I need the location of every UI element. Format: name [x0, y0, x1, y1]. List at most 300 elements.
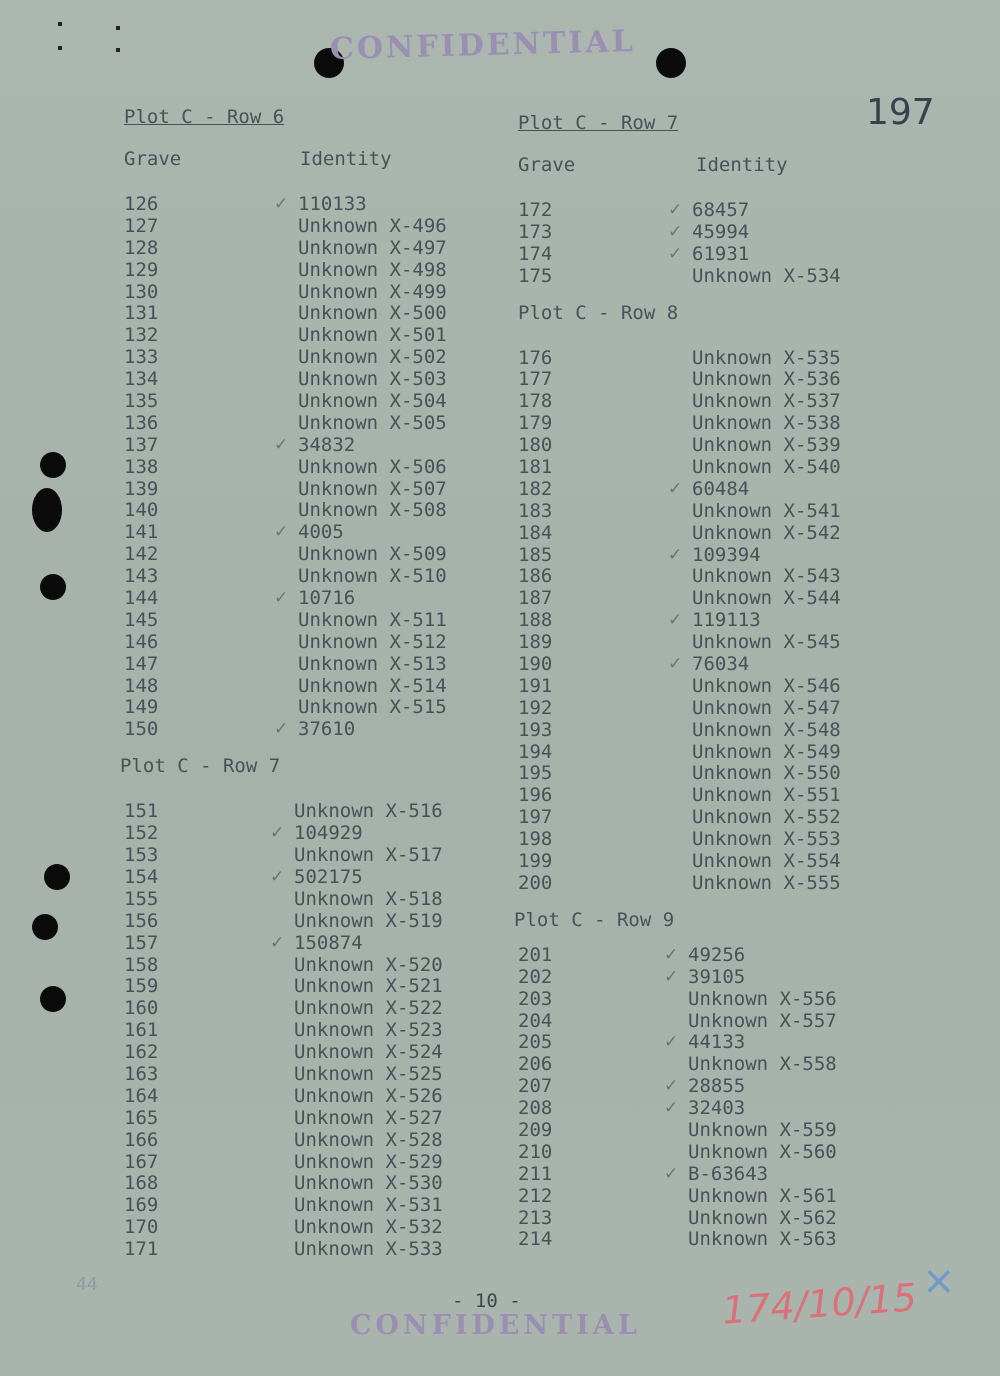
table-row	[498, 698, 878, 720]
checkmark-icon: ✓	[270, 932, 285, 953]
confidential-stamp-top: CONFIDENTIAL	[329, 24, 637, 67]
table-row	[104, 457, 464, 479]
grave-number: 200	[518, 871, 553, 894]
table-row	[498, 967, 878, 989]
identity-value: Unknown X-540	[692, 456, 841, 479]
identity-value: Unknown X-506	[298, 455, 447, 478]
plot-title: Plot C - Row 7	[518, 112, 679, 134]
table-row	[104, 955, 464, 977]
identity-value: 28855	[688, 1075, 746, 1098]
identity-value: Unknown X-556	[688, 987, 837, 1010]
identity-value: Unknown X-530	[294, 1172, 443, 1195]
identity-value: Unknown X-554	[692, 850, 841, 873]
identity-value: Unknown X-501	[298, 324, 447, 347]
grave-number: 192	[518, 696, 553, 719]
table-row	[104, 1130, 464, 1152]
identity-value: Unknown X-496	[298, 214, 447, 237]
punch-hole	[40, 986, 66, 1012]
identity-value: 110133	[298, 193, 367, 215]
grave-number: 134	[124, 368, 159, 391]
identity-value: Unknown X-531	[294, 1194, 443, 1217]
identity-value: Unknown X-546	[692, 674, 841, 697]
grave-number: 188	[518, 609, 553, 632]
identity-value: Unknown X-544	[692, 587, 841, 610]
identity-header: Identity	[300, 148, 392, 170]
identity-value: Unknown X-503	[298, 368, 447, 391]
identity-value: Unknown X-560	[688, 1140, 837, 1163]
checkmark-icon: ✓	[668, 610, 683, 631]
grave-number: 127	[124, 214, 159, 237]
identity-value: 104929	[294, 822, 363, 845]
grave-number: 126	[124, 193, 159, 215]
identity-value: Unknown X-543	[692, 565, 841, 588]
identity-value: 44133	[688, 1031, 746, 1054]
table-row	[104, 194, 464, 216]
grave-number: 140	[124, 499, 159, 522]
identity-value: Unknown X-522	[294, 997, 443, 1020]
grave-number: 168	[124, 1172, 159, 1195]
grave-number: 153	[124, 844, 159, 867]
table-row	[104, 1173, 464, 1195]
identity-value: 49256	[688, 943, 746, 966]
burial-list	[498, 348, 878, 895]
identity-value: 37610	[298, 718, 356, 741]
table-row	[498, 1098, 878, 1120]
identity-value: 109394	[692, 543, 761, 566]
table-row	[498, 807, 878, 829]
table-row	[498, 588, 878, 610]
table-row	[498, 479, 878, 501]
identity-value: Unknown X-520	[294, 953, 443, 976]
table-row	[498, 851, 878, 873]
grave-number: 180	[518, 434, 553, 457]
grave-number: 130	[124, 280, 159, 303]
table-row	[104, 632, 464, 654]
checkmark-icon: ✓	[664, 1032, 679, 1053]
grave-number: 141	[124, 521, 159, 544]
specks	[116, 26, 120, 30]
grave-number: 151	[124, 800, 159, 823]
checkmark-icon: ✓	[274, 434, 289, 455]
identity-value: 68457	[692, 199, 750, 221]
table-row	[104, 719, 464, 741]
grave-number: 213	[518, 1206, 553, 1229]
identity-value: Unknown X-561	[688, 1184, 837, 1207]
identity-value: Unknown X-526	[294, 1084, 443, 1107]
identity-value: 10716	[298, 587, 356, 610]
identity-value: Unknown X-548	[692, 718, 841, 741]
table-row	[104, 566, 464, 588]
grave-number: 184	[518, 521, 553, 544]
table-row	[104, 654, 464, 676]
table-row	[498, 1164, 878, 1186]
table-row	[498, 200, 878, 222]
grave-number: 198	[518, 828, 553, 851]
identity-value: Unknown X-511	[298, 608, 447, 631]
identity-value: Unknown X-505	[298, 411, 447, 434]
identity-value: 45994	[692, 220, 750, 243]
identity-value: 61931	[692, 242, 750, 265]
table-row	[498, 763, 878, 785]
grave-number: 158	[124, 953, 159, 976]
plot-title: Plot C - Row 9	[514, 908, 675, 931]
punch-hole	[32, 914, 58, 940]
identity-value: Unknown X-514	[298, 674, 447, 697]
table-row	[498, 266, 878, 288]
identity-value: 4005	[298, 521, 344, 544]
punch-hole	[32, 488, 62, 532]
identity-value: Unknown X-516	[294, 800, 443, 823]
left-column	[104, 104, 464, 1261]
grave-number: 201	[518, 943, 553, 966]
identity-value: Unknown X-502	[298, 346, 447, 369]
grave-number: 149	[124, 696, 159, 719]
grave-number: 162	[124, 1041, 159, 1064]
checkmark-icon: ✓	[668, 544, 683, 565]
grave-number: 185	[518, 543, 553, 566]
identity-value: Unknown X-533	[294, 1238, 443, 1261]
table-row	[104, 369, 464, 391]
checkmark-icon: ✓	[270, 823, 285, 844]
checkmark-icon: ✓	[664, 944, 679, 965]
grave-number: 144	[124, 587, 159, 610]
grave-number: 150	[124, 718, 159, 741]
table-row	[498, 1208, 878, 1230]
table-row	[498, 945, 878, 967]
grave-number: 167	[124, 1150, 159, 1173]
identity-value: Unknown X-510	[298, 565, 447, 588]
table-row	[498, 989, 878, 1011]
grave-number: 169	[124, 1194, 159, 1217]
checkmark-icon: ✓	[664, 1098, 679, 1119]
table-row	[498, 244, 878, 266]
table-row	[104, 1020, 464, 1042]
grave-number: 199	[518, 850, 553, 873]
table-row	[104, 1064, 464, 1086]
identity-value: Unknown X-557	[688, 1009, 837, 1032]
table-row	[498, 720, 878, 742]
identity-value: Unknown X-545	[692, 631, 841, 654]
grave-number: 166	[124, 1128, 159, 1151]
specks	[58, 22, 62, 26]
grave-number: 131	[124, 302, 159, 325]
identity-value: Unknown X-523	[294, 1019, 443, 1042]
table-row	[498, 632, 878, 654]
grave-number: 177	[518, 368, 553, 391]
grave-number: 138	[124, 455, 159, 478]
identity-value: Unknown X-499	[298, 280, 447, 303]
checkmark-icon: ✓	[274, 719, 289, 740]
blue-cross-mark: ×	[922, 1258, 956, 1304]
table-row	[104, 325, 464, 347]
grave-header: Grave	[518, 154, 576, 176]
identity-value: 119113	[692, 609, 761, 632]
specks	[116, 48, 120, 52]
identity-value: Unknown X-532	[294, 1216, 443, 1239]
column-headers	[104, 146, 464, 172]
table-row	[498, 1120, 878, 1142]
section-header	[498, 907, 878, 933]
grave-number: 186	[518, 565, 553, 588]
checkmark-icon: ✓	[668, 243, 683, 264]
grave-number: 147	[124, 652, 159, 675]
plot-title: Plot C - Row 6	[124, 106, 285, 128]
table-row	[104, 500, 464, 522]
table-row	[104, 303, 464, 325]
identity-value: Unknown X-528	[294, 1128, 443, 1151]
grave-number: 202	[518, 965, 553, 988]
grave-number: 172	[518, 199, 553, 221]
grave-number: 143	[124, 565, 159, 588]
table-row	[104, 1152, 464, 1174]
identity-value: Unknown X-555	[692, 871, 841, 894]
identity-value: Unknown X-558	[688, 1053, 837, 1076]
specks	[58, 46, 62, 50]
table-row	[104, 801, 464, 823]
checkmark-icon: ✓	[664, 966, 679, 987]
table-row	[104, 544, 464, 566]
grave-number: 163	[124, 1062, 159, 1085]
table-row	[104, 1108, 464, 1130]
grave-number: 154	[124, 865, 159, 888]
table-row	[104, 238, 464, 260]
table-row	[104, 1195, 464, 1217]
table-row	[498, 545, 878, 567]
table-row	[104, 911, 464, 933]
table-row	[104, 435, 464, 457]
table-row	[104, 413, 464, 435]
table-row	[498, 523, 878, 545]
grave-number: 139	[124, 477, 159, 500]
identity-value: Unknown X-551	[692, 784, 841, 807]
grave-number: 148	[124, 674, 159, 697]
table-row	[498, 1054, 878, 1076]
right-column	[498, 110, 878, 1251]
page-number: - 10 -	[452, 1290, 521, 1312]
checkmark-icon: ✓	[664, 1163, 679, 1184]
grave-number: 161	[124, 1019, 159, 1042]
identity-value: Unknown X-500	[298, 302, 447, 325]
identity-value: 502175	[294, 865, 363, 888]
table-row	[104, 697, 464, 719]
grave-number: 175	[518, 264, 553, 287]
identity-value: Unknown X-559	[688, 1118, 837, 1141]
identity-value: Unknown X-504	[298, 390, 447, 413]
grave-number: 211	[518, 1162, 553, 1185]
identity-value: Unknown X-525	[294, 1062, 443, 1085]
grave-number: 132	[124, 324, 159, 347]
identity-value: Unknown X-538	[692, 412, 841, 435]
table-row	[104, 347, 464, 369]
identity-value: 34832	[298, 433, 356, 456]
grave-number: 173	[518, 220, 553, 243]
grave-number: 191	[518, 674, 553, 697]
identity-value: 150874	[294, 931, 363, 954]
table-row	[498, 610, 878, 632]
identity-value: Unknown X-541	[692, 499, 841, 522]
grave-number: 214	[518, 1228, 553, 1251]
section-header	[104, 753, 464, 779]
table-row	[104, 933, 464, 955]
identity-value: Unknown X-498	[298, 258, 447, 281]
table-row	[104, 391, 464, 413]
identity-value: Unknown X-552	[692, 806, 841, 829]
punch-hole	[44, 864, 70, 890]
table-row	[498, 1229, 878, 1251]
grave-number: 170	[124, 1216, 159, 1239]
identity-value: 39105	[688, 965, 746, 988]
table-row	[498, 457, 878, 479]
table-row	[104, 260, 464, 282]
burial-list	[498, 200, 878, 288]
identity-value: Unknown X-515	[298, 696, 447, 719]
identity-value: Unknown X-508	[298, 499, 447, 522]
identity-value: Unknown X-527	[294, 1106, 443, 1129]
punch-hole	[656, 48, 686, 78]
grave-number: 183	[518, 499, 553, 522]
identity-header: Identity	[696, 154, 788, 176]
table-row	[498, 222, 878, 244]
identity-value: Unknown X-539	[692, 434, 841, 457]
burial-list	[104, 194, 464, 741]
identity-value: B-63643	[688, 1162, 769, 1185]
grave-number: 145	[124, 608, 159, 631]
table-row	[498, 391, 878, 413]
grave-number: 165	[124, 1106, 159, 1129]
grave-number: 155	[124, 887, 159, 910]
table-row	[104, 845, 464, 867]
identity-value: 32403	[688, 1097, 746, 1120]
table-row	[104, 522, 464, 544]
identity-value: Unknown X-549	[692, 740, 841, 763]
table-row	[498, 348, 878, 370]
table-row	[104, 676, 464, 698]
identity-value: Unknown X-513	[298, 652, 447, 675]
table-row	[104, 588, 464, 610]
checkmark-icon: ✓	[668, 221, 683, 242]
checkmark-icon: ✓	[668, 478, 683, 499]
column-headers	[498, 152, 878, 178]
burial-list	[104, 801, 464, 1261]
table-row	[104, 282, 464, 304]
plot-title: Plot C - Row 7	[120, 755, 281, 778]
table-row	[498, 566, 878, 588]
checkmark-icon: ✓	[270, 866, 285, 887]
identity-value: Unknown X-542	[692, 521, 841, 544]
identity-value: Unknown X-553	[692, 828, 841, 851]
punch-hole	[40, 452, 66, 478]
table-row	[498, 501, 878, 523]
grave-number: 208	[518, 1097, 553, 1120]
punch-hole	[40, 574, 66, 600]
grave-number: 207	[518, 1075, 553, 1098]
grave-header: Grave	[124, 148, 182, 170]
burial-list	[498, 945, 878, 1251]
grave-number: 160	[124, 997, 159, 1020]
grave-number: 204	[518, 1009, 553, 1032]
identity-value: 60484	[692, 477, 750, 500]
faint-pencil-mark: 44	[76, 1274, 98, 1295]
table-row	[498, 654, 878, 676]
table-row	[498, 413, 878, 435]
checkmark-icon: ✓	[274, 194, 289, 214]
grave-number: 181	[518, 456, 553, 479]
identity-value: Unknown X-518	[294, 887, 443, 910]
table-row	[104, 1217, 464, 1239]
table-row	[498, 1142, 878, 1164]
grave-number: 190	[518, 653, 553, 676]
section-header	[498, 110, 878, 136]
section-header	[104, 104, 464, 130]
grave-number: 209	[518, 1118, 553, 1141]
table-row	[498, 785, 878, 807]
identity-value: Unknown X-529	[294, 1150, 443, 1173]
table-row	[104, 867, 464, 889]
grave-number: 176	[518, 346, 553, 369]
grave-number: 193	[518, 718, 553, 741]
identity-value: Unknown X-547	[692, 696, 841, 719]
identity-value: Unknown X-509	[298, 543, 447, 566]
table-row	[498, 435, 878, 457]
handwritten-date-note: 174/10/15	[720, 1275, 919, 1333]
identity-value: Unknown X-535	[692, 346, 841, 369]
table-row	[104, 823, 464, 845]
grave-number: 179	[518, 412, 553, 435]
grave-number: 194	[518, 740, 553, 763]
grave-number: 182	[518, 477, 553, 500]
checkmark-icon: ✓	[274, 588, 289, 609]
grave-number: 164	[124, 1084, 159, 1107]
grave-number: 212	[518, 1184, 553, 1207]
grave-number: 152	[124, 822, 159, 845]
grave-number: 197	[518, 806, 553, 829]
plot-title: Plot C - Row 8	[518, 301, 679, 324]
checkmark-icon: ✓	[668, 654, 683, 675]
identity-value: Unknown X-537	[692, 390, 841, 413]
grave-number: 129	[124, 258, 159, 281]
identity-value: Unknown X-497	[298, 236, 447, 259]
page-stamp-number: 197	[866, 92, 935, 133]
grave-number: 142	[124, 543, 159, 566]
table-row	[498, 369, 878, 391]
grave-number: 174	[518, 242, 553, 265]
grave-number: 206	[518, 1053, 553, 1076]
table-row	[104, 1239, 464, 1261]
grave-number: 133	[124, 346, 159, 369]
table-row	[104, 610, 464, 632]
table-row	[498, 676, 878, 698]
grave-number: 178	[518, 390, 553, 413]
identity-value: Unknown X-521	[294, 975, 443, 998]
grave-number: 205	[518, 1031, 553, 1054]
identity-value: Unknown X-524	[294, 1041, 443, 1064]
confidential-stamp-bottom: CONFIDENTIAL	[350, 1310, 641, 1341]
identity-value: Unknown X-562	[688, 1206, 837, 1229]
grave-number: 189	[518, 631, 553, 654]
grave-number: 137	[124, 433, 159, 456]
identity-value: Unknown X-534	[692, 264, 841, 287]
identity-value: Unknown X-536	[692, 368, 841, 391]
grave-number: 196	[518, 784, 553, 807]
grave-number: 187	[518, 587, 553, 610]
checkmark-icon: ✓	[668, 200, 683, 220]
grave-number: 203	[518, 987, 553, 1010]
table-row	[104, 1086, 464, 1108]
table-row	[498, 1032, 878, 1054]
identity-value: Unknown X-563	[688, 1228, 837, 1251]
table-row	[104, 479, 464, 501]
grave-number: 146	[124, 630, 159, 653]
